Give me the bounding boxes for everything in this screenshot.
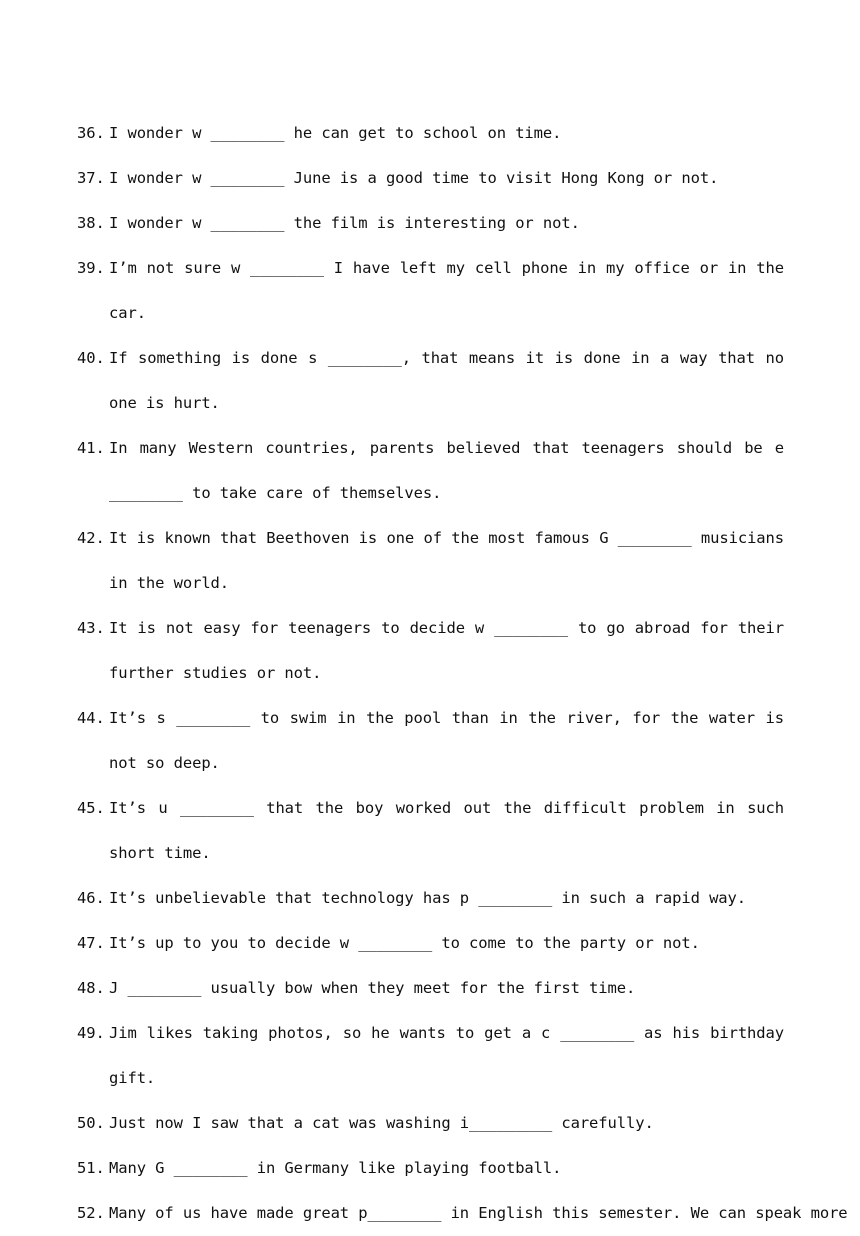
question-list [77, 111, 848, 1236]
question-text: It’s s ________ to swim in the pool than in the river, for the water is not so deep. [109, 709, 794, 772]
question-item [77, 966, 784, 1011]
question-number: 39. [77, 259, 105, 277]
question-text: Just now I saw that a cat was washing i_________ carefully. [109, 1114, 654, 1132]
question-text: I wonder w ________ June is a good time to visit Hong Kong or not. [109, 169, 719, 187]
question-number: 42. [77, 529, 105, 547]
question-text: It is known that Beethoven is one of the most famous G ________ musicians in the world. [109, 529, 794, 592]
question-number: 40. [77, 349, 105, 367]
question-text: J ________ usually bow when they meet for the first time. [109, 979, 636, 997]
question-item [77, 696, 794, 786]
question-text: It is not easy for teenagers to decide w ________ to go abroad for their further studies or not. [109, 619, 794, 682]
question-item [77, 1191, 848, 1236]
question-number: 50. [77, 1114, 105, 1132]
question-text: Jim likes taking photos, so he wants to get a c ________ as his birthday gift. [109, 1024, 794, 1087]
question-text: I wonder w ________ he can get to school on time. [109, 124, 562, 142]
question-number: 45. [77, 799, 105, 817]
question-item [77, 201, 784, 246]
question-number: 48. [77, 979, 105, 997]
question-item [77, 426, 794, 516]
question-text: In many Western countries, parents believed that teenagers should be e ________ to take care of themselves. [109, 439, 794, 502]
question-text: It’s u ________ that the boy worked out the difficult problem in such short time. [109, 799, 794, 862]
question-text: If something is done s ________, that means it is done in a way that no one is hurt. [109, 349, 794, 412]
question-number: 36. [77, 124, 105, 142]
question-item [77, 876, 784, 921]
question-item [77, 1146, 784, 1191]
question-number: 51. [77, 1159, 105, 1177]
question-item [77, 111, 784, 156]
question-item [77, 1101, 784, 1146]
question-text: Many G ________ in Germany like playing football. [109, 1159, 562, 1177]
question-number: 44. [77, 709, 105, 727]
question-number: 46. [77, 889, 105, 907]
question-number: 38. [77, 214, 105, 232]
question-item [77, 606, 794, 696]
question-number: 43. [77, 619, 105, 637]
question-text: I wonder w ________ the film is interesting or not. [109, 214, 580, 232]
question-item [77, 1011, 794, 1101]
question-item [77, 156, 784, 201]
question-number: 52. [77, 1204, 105, 1222]
question-item [77, 246, 794, 336]
question-text: I’m not sure w ________ I have left my cell phone in my office or in the car. [109, 259, 794, 322]
question-text: Many of us have made great p________ in English this semester. We can speak more [109, 1204, 848, 1222]
question-text: It’s unbelievable that technology has p ________ in such a rapid way. [109, 889, 746, 907]
question-item [77, 786, 794, 876]
question-number: 47. [77, 934, 105, 952]
question-number: 41. [77, 439, 105, 457]
question-number: 37. [77, 169, 105, 187]
question-item [77, 516, 794, 606]
question-item [77, 921, 784, 966]
question-item [77, 336, 794, 426]
question-text: It’s up to you to decide w ________ to come to the party or not. [109, 934, 700, 952]
question-number: 49. [77, 1024, 105, 1042]
